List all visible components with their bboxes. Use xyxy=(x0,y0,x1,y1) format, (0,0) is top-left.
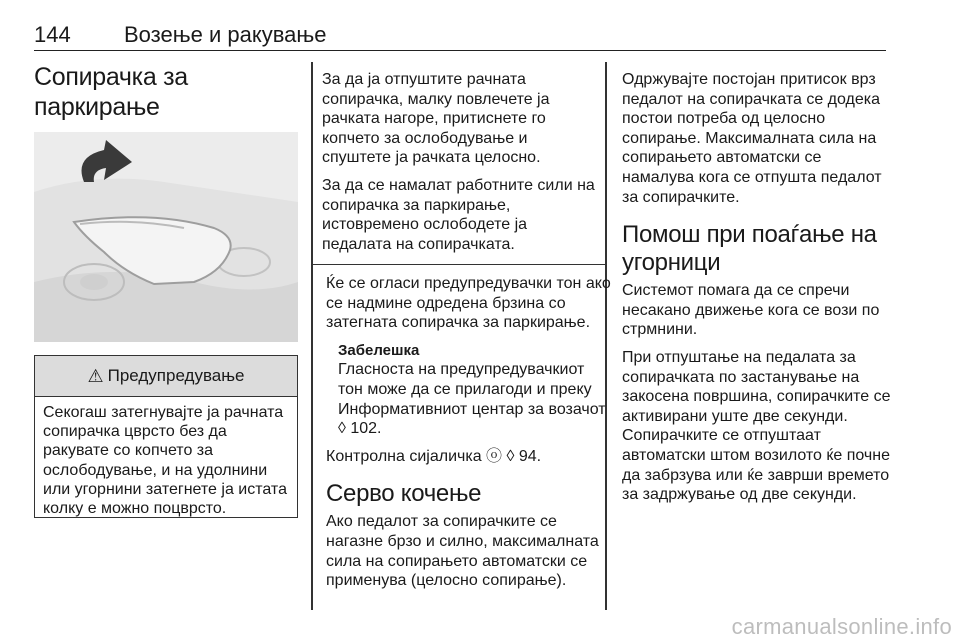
paragraph: Ако педалот за сопирачките се нагазне брзо и силно, максималната сила на сопирањето автоматски се применува (целосно сопирање). xyxy=(326,513,599,590)
paragraph: За да ја отпуштите рачната сопирачка, малку повлечете ја рачката нагоре, притиснете го копчето за ослободување и спуштете ја рачката целосно. xyxy=(322,71,550,167)
watermark: carmanualsonline.info xyxy=(731,614,952,639)
page-number: 144 xyxy=(34,22,71,47)
note-text: Гласноста на предупредувачкиот тон може да се прилагоди и преку Информативниот центар за возачот ◊ 102. xyxy=(338,361,606,438)
note-title: Забелешка xyxy=(338,341,420,359)
release-instructions-box xyxy=(312,62,606,265)
paragraph: Ќе се огласи предупредувачки тон ако се надмине одредена брзина со затегната сопирачка за паркирање. xyxy=(326,275,611,332)
paragraph: Одржувајте постојан притисок врз педалот на сопирачката се додека постои потреба од целосно сопирање. Максималната сила на сопирањето автоматски се намалува кога се отпушта педалот за сопирачките. xyxy=(622,71,882,206)
warning-header xyxy=(35,356,297,397)
section-title: Возење и ракување xyxy=(124,22,327,47)
page-header xyxy=(34,22,886,51)
paragraph: Системот помага да се спречи несакано движење кога се вози по стрмнини. xyxy=(622,282,880,339)
section-heading: Серво кочење xyxy=(326,480,482,508)
handbrake-illustration xyxy=(34,132,298,342)
paragraph: Контролна сијаличка ⓞ ◊ 94. xyxy=(326,447,542,465)
column-3 xyxy=(622,70,892,513)
warning-text: Секогаш затегнувајте ја рачната сопирачка цврсто без да ракувате со копчето за ослободување, и на удолнини или угорнини затегнете ја истата колку е можно поцврсто. xyxy=(43,404,287,518)
warning-title: Предупредување xyxy=(107,366,245,385)
paragraph: При отпуштање на педалата за сопирачката по застанување на закосена површина, сопирачките се активирани уште две секунди. Сопирачките се отпуштаат автоматски штом возилото ќе почне да забрзува или ќе заврши времето за задржување од две секунди. xyxy=(622,348,891,504)
chapter-title: Сопирачка за паркирање xyxy=(34,63,188,121)
paragraph: За да се намалат работните сили на сопирачка за паркирање, истовремено ослободете ја педалата на сопирачката. xyxy=(322,176,595,253)
warning-box xyxy=(34,355,298,518)
handbrake-icon xyxy=(34,132,298,342)
note-block xyxy=(338,341,611,439)
section-heading: Помош при поаѓање на угорници xyxy=(622,221,877,277)
warning-triangle-icon: ⚠ xyxy=(87,365,104,386)
